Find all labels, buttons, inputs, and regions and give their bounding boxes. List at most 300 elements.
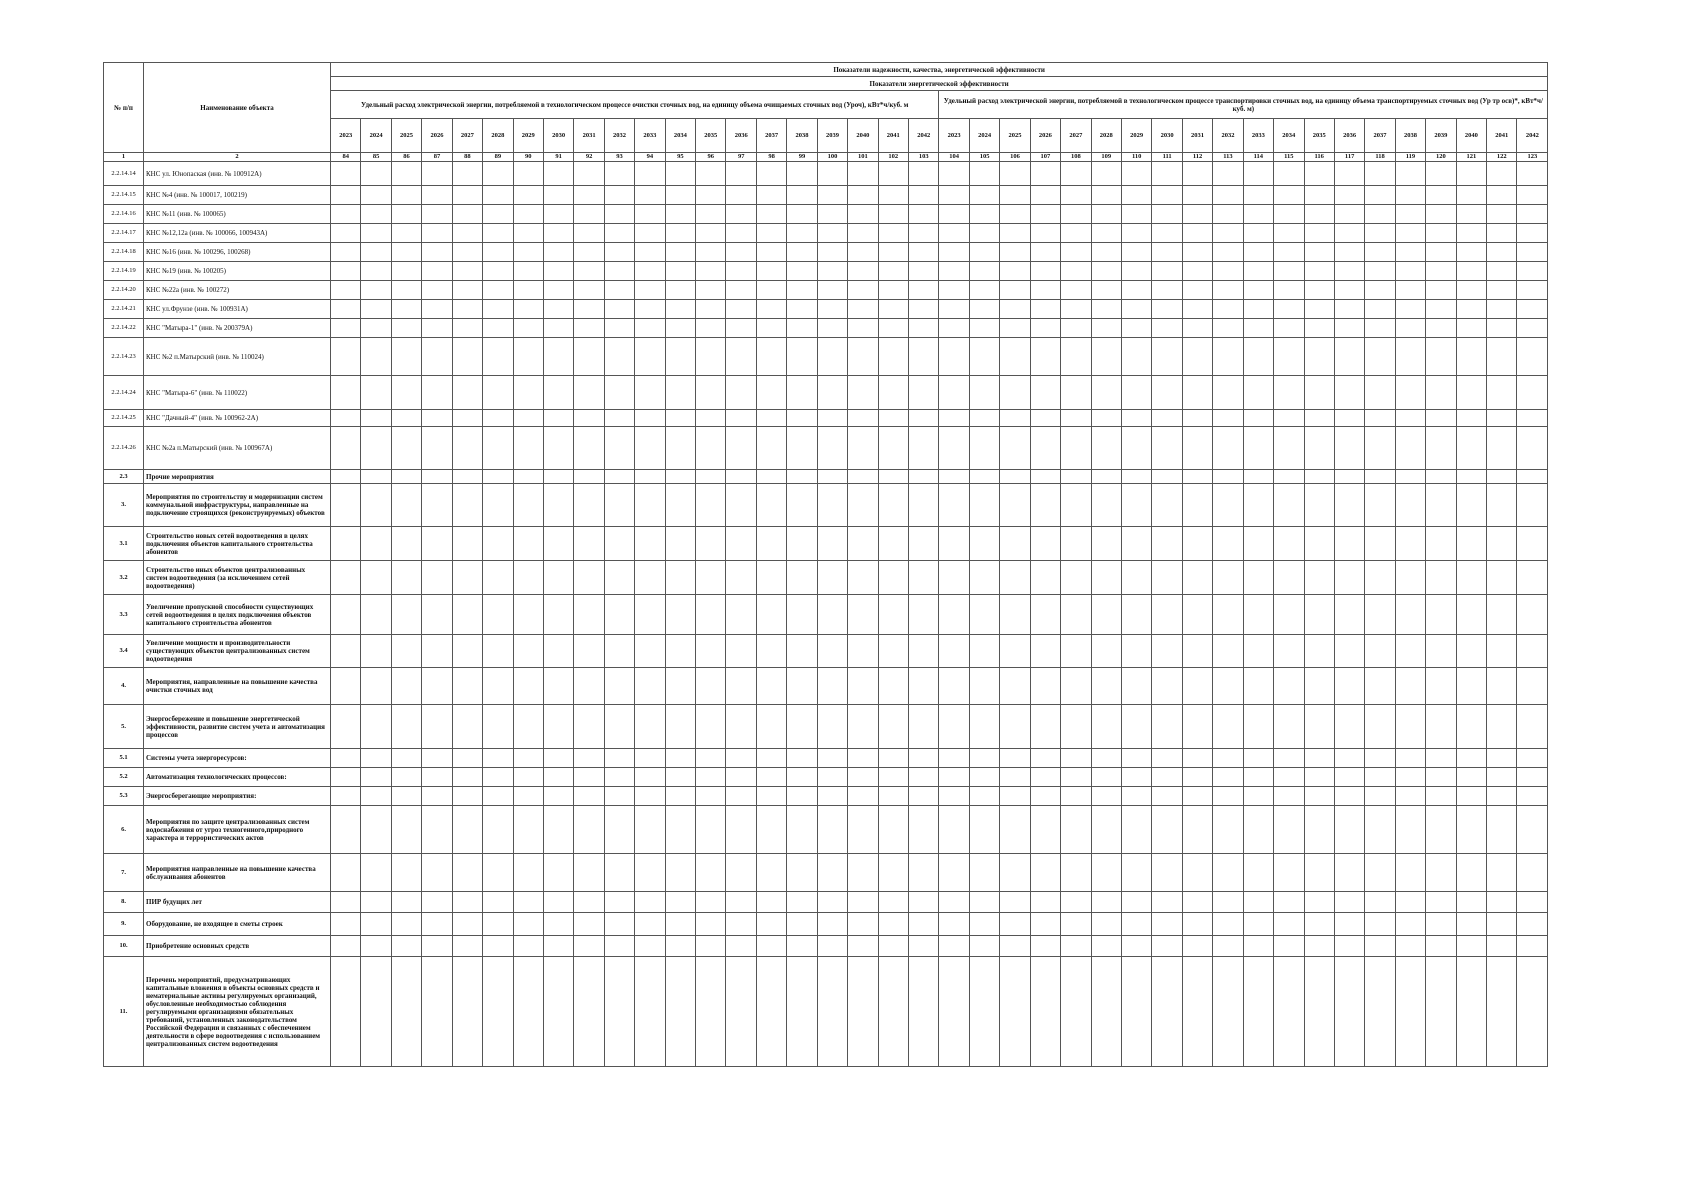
year-header: 2036 bbox=[726, 119, 756, 153]
value-cell bbox=[1182, 338, 1212, 376]
value-cell bbox=[1213, 319, 1243, 338]
value-cell bbox=[1152, 224, 1182, 243]
row-name: Оборудование, не входящее в сметы строек bbox=[144, 913, 331, 936]
value-cell bbox=[1152, 319, 1182, 338]
value-cell bbox=[1334, 936, 1364, 957]
value-cell bbox=[1121, 913, 1151, 936]
value-cell bbox=[513, 376, 543, 410]
value-cell bbox=[331, 527, 361, 561]
value-cell bbox=[1304, 957, 1334, 1067]
value-cell bbox=[1456, 281, 1486, 300]
value-cell bbox=[1152, 635, 1182, 668]
value-cell bbox=[909, 224, 939, 243]
value-cell bbox=[848, 410, 878, 427]
value-cell bbox=[1334, 410, 1364, 427]
value-cell bbox=[1456, 410, 1486, 427]
value-cell bbox=[1274, 484, 1304, 527]
value-cell bbox=[939, 635, 969, 668]
value-cell bbox=[817, 262, 847, 281]
value-cell bbox=[452, 319, 482, 338]
value-cell bbox=[756, 768, 786, 787]
table-row bbox=[104, 749, 1548, 768]
value-cell bbox=[452, 376, 482, 410]
value-cell bbox=[604, 561, 634, 595]
value-cell bbox=[331, 749, 361, 768]
value-cell bbox=[1030, 787, 1060, 806]
value-cell bbox=[543, 338, 573, 376]
value-cell bbox=[604, 595, 634, 635]
value-cell bbox=[1517, 892, 1548, 913]
value-cell bbox=[331, 892, 361, 913]
year-header: 2025 bbox=[1000, 119, 1030, 153]
row-name: Системы учета энергоресурсов: bbox=[144, 749, 331, 768]
table-row bbox=[104, 224, 1548, 243]
value-cell bbox=[939, 936, 969, 957]
value-cell bbox=[1304, 705, 1334, 749]
value-cell bbox=[1000, 749, 1030, 768]
value-cell bbox=[1243, 338, 1273, 376]
value-cell bbox=[1152, 243, 1182, 262]
value-cell bbox=[604, 854, 634, 892]
value-cell bbox=[909, 410, 939, 427]
value-cell bbox=[787, 484, 817, 527]
value-cell bbox=[665, 224, 695, 243]
value-cell bbox=[1030, 427, 1060, 470]
table-row bbox=[104, 427, 1548, 470]
value-cell bbox=[1517, 749, 1548, 768]
value-cell bbox=[817, 854, 847, 892]
value-cell bbox=[817, 224, 847, 243]
value-cell bbox=[1243, 470, 1273, 484]
value-cell bbox=[422, 854, 452, 892]
value-cell bbox=[361, 892, 391, 913]
value-cell bbox=[878, 376, 908, 410]
value-cell bbox=[848, 957, 878, 1067]
value-cell bbox=[1000, 224, 1030, 243]
value-cell bbox=[1030, 376, 1060, 410]
year-header: 2042 bbox=[909, 119, 939, 153]
value-cell bbox=[1121, 319, 1151, 338]
value-cell bbox=[1061, 243, 1091, 262]
row-name: КНС №22а (инв. № 100272) bbox=[144, 281, 331, 300]
value-cell bbox=[635, 186, 665, 205]
value-cell bbox=[391, 768, 421, 787]
value-cell bbox=[1121, 787, 1151, 806]
value-cell bbox=[878, 527, 908, 561]
value-cell bbox=[574, 281, 604, 300]
value-cell bbox=[391, 410, 421, 427]
value-cell bbox=[1334, 427, 1364, 470]
value-cell bbox=[939, 705, 969, 749]
value-cell bbox=[483, 527, 513, 561]
value-cell bbox=[1000, 162, 1030, 186]
value-cell bbox=[1182, 410, 1212, 427]
value-cell bbox=[1061, 936, 1091, 957]
value-cell bbox=[483, 427, 513, 470]
value-cell bbox=[1487, 854, 1517, 892]
value-cell bbox=[452, 410, 482, 427]
value-cell bbox=[1243, 186, 1273, 205]
row-number: 2.2.14.20 bbox=[104, 281, 144, 300]
value-cell bbox=[1213, 470, 1243, 484]
value-cell bbox=[939, 768, 969, 787]
value-cell bbox=[543, 484, 573, 527]
year-header: 2023 bbox=[331, 119, 361, 153]
value-cell bbox=[1487, 561, 1517, 595]
value-cell bbox=[1426, 484, 1456, 527]
value-cell bbox=[1334, 319, 1364, 338]
value-cell bbox=[1456, 854, 1486, 892]
value-cell bbox=[361, 376, 391, 410]
value-cell bbox=[756, 957, 786, 1067]
value-cell bbox=[1365, 338, 1395, 376]
value-cell bbox=[1213, 527, 1243, 561]
value-cell bbox=[848, 936, 878, 957]
value-cell bbox=[665, 300, 695, 319]
value-cell bbox=[1182, 806, 1212, 854]
value-cell bbox=[1304, 768, 1334, 787]
value-cell bbox=[665, 319, 695, 338]
value-cell bbox=[1243, 561, 1273, 595]
value-cell bbox=[909, 281, 939, 300]
value-cell bbox=[391, 470, 421, 484]
value-cell bbox=[1274, 913, 1304, 936]
value-cell bbox=[1182, 957, 1212, 1067]
value-cell bbox=[969, 854, 999, 892]
value-cell bbox=[1121, 668, 1151, 705]
value-cell bbox=[1030, 319, 1060, 338]
value-cell bbox=[1365, 705, 1395, 749]
value-cell bbox=[1334, 561, 1364, 595]
value-cell bbox=[1152, 957, 1182, 1067]
value-cell bbox=[543, 410, 573, 427]
value-cell bbox=[1000, 527, 1030, 561]
value-cell bbox=[1243, 705, 1273, 749]
value-cell bbox=[817, 806, 847, 854]
value-cell bbox=[1091, 913, 1121, 936]
value-cell bbox=[604, 410, 634, 427]
row-number: 2.3 bbox=[104, 470, 144, 484]
value-cell bbox=[1365, 376, 1395, 410]
column-number: 91 bbox=[543, 153, 573, 162]
value-cell bbox=[817, 892, 847, 913]
value-cell bbox=[726, 705, 756, 749]
value-cell bbox=[543, 913, 573, 936]
value-cell bbox=[1395, 410, 1425, 427]
value-cell bbox=[1061, 319, 1091, 338]
row-name: КНС №4 (инв. № 100017, 100219) bbox=[144, 186, 331, 205]
value-cell bbox=[1395, 768, 1425, 787]
row-number: 11. bbox=[104, 957, 144, 1067]
value-cell bbox=[1030, 262, 1060, 281]
value-cell bbox=[909, 749, 939, 768]
value-cell bbox=[939, 854, 969, 892]
value-cell bbox=[1061, 635, 1091, 668]
value-cell bbox=[1456, 162, 1486, 186]
value-cell bbox=[1061, 957, 1091, 1067]
value-cell bbox=[1061, 224, 1091, 243]
value-cell bbox=[1243, 936, 1273, 957]
value-cell bbox=[513, 913, 543, 936]
value-cell bbox=[1121, 749, 1151, 768]
value-cell bbox=[665, 338, 695, 376]
value-cell bbox=[422, 262, 452, 281]
value-cell bbox=[1061, 913, 1091, 936]
value-cell bbox=[422, 162, 452, 186]
value-cell bbox=[787, 749, 817, 768]
value-cell bbox=[726, 936, 756, 957]
value-cell bbox=[1243, 768, 1273, 787]
year-header: 2023 bbox=[939, 119, 969, 153]
row-number: 5.1 bbox=[104, 749, 144, 768]
value-cell bbox=[1274, 319, 1304, 338]
value-cell bbox=[452, 243, 482, 262]
value-cell bbox=[391, 806, 421, 854]
value-cell bbox=[452, 913, 482, 936]
value-cell bbox=[1121, 427, 1151, 470]
value-cell bbox=[848, 427, 878, 470]
year-header: 2026 bbox=[1030, 119, 1060, 153]
year-header: 2027 bbox=[1061, 119, 1091, 153]
value-cell bbox=[787, 854, 817, 892]
value-cell bbox=[361, 936, 391, 957]
value-cell bbox=[696, 224, 726, 243]
column-number: 102 bbox=[878, 153, 908, 162]
value-cell bbox=[604, 205, 634, 224]
value-cell bbox=[1365, 913, 1395, 936]
value-cell bbox=[604, 668, 634, 705]
value-cell bbox=[756, 410, 786, 427]
value-cell bbox=[969, 787, 999, 806]
value-cell bbox=[1000, 768, 1030, 787]
value-cell bbox=[1061, 281, 1091, 300]
value-cell bbox=[1091, 561, 1121, 595]
value-cell bbox=[1395, 595, 1425, 635]
value-cell bbox=[1213, 705, 1243, 749]
table-row bbox=[104, 957, 1548, 1067]
value-cell bbox=[1487, 186, 1517, 205]
value-cell bbox=[574, 787, 604, 806]
value-cell bbox=[878, 410, 908, 427]
value-cell bbox=[1000, 243, 1030, 262]
value-cell bbox=[1365, 768, 1395, 787]
column-number: 100 bbox=[817, 153, 847, 162]
value-cell bbox=[1395, 561, 1425, 595]
table-row bbox=[104, 300, 1548, 319]
value-cell bbox=[1426, 319, 1456, 338]
value-cell bbox=[817, 635, 847, 668]
value-cell bbox=[665, 595, 695, 635]
value-cell bbox=[726, 470, 756, 484]
value-cell bbox=[1426, 806, 1456, 854]
value-cell bbox=[1213, 484, 1243, 527]
value-cell bbox=[1152, 205, 1182, 224]
column-number: 88 bbox=[452, 153, 482, 162]
value-cell bbox=[1304, 787, 1334, 806]
value-cell bbox=[635, 705, 665, 749]
value-cell bbox=[1395, 527, 1425, 561]
value-cell bbox=[1000, 427, 1030, 470]
value-cell bbox=[817, 410, 847, 427]
value-cell bbox=[635, 635, 665, 668]
value-cell bbox=[1487, 892, 1517, 913]
value-cell bbox=[939, 162, 969, 186]
value-cell bbox=[483, 595, 513, 635]
value-cell bbox=[1365, 243, 1395, 262]
value-cell bbox=[1365, 936, 1395, 957]
value-cell bbox=[1152, 892, 1182, 913]
value-cell bbox=[391, 561, 421, 595]
year-header: 2037 bbox=[756, 119, 786, 153]
value-cell bbox=[696, 410, 726, 427]
value-cell bbox=[635, 749, 665, 768]
row-number: 2.2.14.22 bbox=[104, 319, 144, 338]
value-cell bbox=[604, 224, 634, 243]
column-number: 85 bbox=[361, 153, 391, 162]
value-cell bbox=[1365, 262, 1395, 281]
value-cell bbox=[361, 854, 391, 892]
table-row bbox=[104, 410, 1548, 427]
table-row bbox=[104, 787, 1548, 806]
value-cell bbox=[726, 262, 756, 281]
value-cell bbox=[909, 527, 939, 561]
value-cell bbox=[452, 936, 482, 957]
value-cell bbox=[1274, 806, 1304, 854]
value-cell bbox=[1213, 787, 1243, 806]
value-cell bbox=[452, 595, 482, 635]
value-cell bbox=[726, 749, 756, 768]
row-name: КНС №16 (инв. № 100296, 100268) bbox=[144, 243, 331, 262]
value-cell bbox=[969, 205, 999, 224]
value-cell bbox=[513, 281, 543, 300]
value-cell bbox=[513, 427, 543, 470]
value-cell bbox=[483, 162, 513, 186]
value-cell bbox=[1243, 787, 1273, 806]
value-cell bbox=[1213, 595, 1243, 635]
value-cell bbox=[483, 806, 513, 854]
value-cell bbox=[1152, 484, 1182, 527]
value-cell bbox=[665, 768, 695, 787]
value-cell bbox=[665, 470, 695, 484]
value-cell bbox=[848, 224, 878, 243]
row-name: Энергосберегающие мероприятия: bbox=[144, 787, 331, 806]
value-cell bbox=[1243, 410, 1273, 427]
table-row bbox=[104, 470, 1548, 484]
row-name: КНС №2 п.Матырский (инв. № 110024) bbox=[144, 338, 331, 376]
value-cell bbox=[452, 162, 482, 186]
value-cell bbox=[331, 668, 361, 705]
value-cell bbox=[939, 243, 969, 262]
value-cell bbox=[391, 705, 421, 749]
value-cell bbox=[969, 705, 999, 749]
value-cell bbox=[1061, 892, 1091, 913]
value-cell bbox=[1487, 205, 1517, 224]
value-cell bbox=[969, 668, 999, 705]
value-cell bbox=[422, 668, 452, 705]
column-number: 93 bbox=[604, 153, 634, 162]
value-cell bbox=[483, 635, 513, 668]
value-cell bbox=[422, 338, 452, 376]
value-cell bbox=[1487, 262, 1517, 281]
value-cell bbox=[635, 300, 665, 319]
value-cell bbox=[1000, 262, 1030, 281]
value-cell bbox=[939, 527, 969, 561]
value-cell bbox=[1365, 186, 1395, 205]
table-row bbox=[104, 162, 1548, 186]
year-header: 2039 bbox=[1426, 119, 1456, 153]
value-cell bbox=[391, 913, 421, 936]
value-cell bbox=[452, 205, 482, 224]
value-cell bbox=[1274, 262, 1304, 281]
value-cell bbox=[1274, 186, 1304, 205]
value-cell bbox=[1517, 243, 1548, 262]
value-cell bbox=[543, 162, 573, 186]
value-cell bbox=[391, 595, 421, 635]
value-cell bbox=[878, 470, 908, 484]
value-cell bbox=[635, 243, 665, 262]
value-cell bbox=[483, 470, 513, 484]
value-cell bbox=[1426, 162, 1456, 186]
year-header: 2041 bbox=[878, 119, 908, 153]
value-cell bbox=[1304, 913, 1334, 936]
value-cell bbox=[665, 162, 695, 186]
value-cell bbox=[452, 262, 482, 281]
column-number: 95 bbox=[665, 153, 695, 162]
year-header: 2031 bbox=[574, 119, 604, 153]
value-cell bbox=[574, 936, 604, 957]
value-cell bbox=[543, 936, 573, 957]
value-cell bbox=[787, 561, 817, 595]
value-cell bbox=[1000, 787, 1030, 806]
value-cell bbox=[848, 892, 878, 913]
value-cell bbox=[696, 957, 726, 1067]
value-cell bbox=[939, 205, 969, 224]
value-cell bbox=[635, 957, 665, 1067]
value-cell bbox=[1395, 913, 1425, 936]
value-cell bbox=[1395, 243, 1425, 262]
value-cell bbox=[756, 224, 786, 243]
value-cell bbox=[756, 668, 786, 705]
value-cell bbox=[1517, 957, 1548, 1067]
value-cell bbox=[1091, 319, 1121, 338]
value-cell bbox=[483, 787, 513, 806]
value-cell bbox=[696, 892, 726, 913]
value-cell bbox=[513, 787, 543, 806]
value-cell bbox=[1182, 635, 1212, 668]
value-cell bbox=[574, 484, 604, 527]
row-number: 3.3 bbox=[104, 595, 144, 635]
value-cell bbox=[1243, 668, 1273, 705]
value-cell bbox=[909, 768, 939, 787]
value-cell bbox=[878, 806, 908, 854]
year-header: 2029 bbox=[513, 119, 543, 153]
value-cell bbox=[1000, 705, 1030, 749]
value-cell bbox=[665, 186, 695, 205]
value-cell bbox=[1456, 186, 1486, 205]
value-cell bbox=[1152, 668, 1182, 705]
value-cell bbox=[1395, 319, 1425, 338]
value-cell bbox=[878, 243, 908, 262]
value-cell bbox=[756, 300, 786, 319]
value-cell bbox=[1243, 243, 1273, 262]
value-cell bbox=[665, 854, 695, 892]
value-cell bbox=[1182, 243, 1212, 262]
value-cell bbox=[543, 635, 573, 668]
value-cell bbox=[422, 484, 452, 527]
value-cell bbox=[1304, 668, 1334, 705]
value-cell bbox=[1304, 854, 1334, 892]
value-cell bbox=[665, 806, 695, 854]
